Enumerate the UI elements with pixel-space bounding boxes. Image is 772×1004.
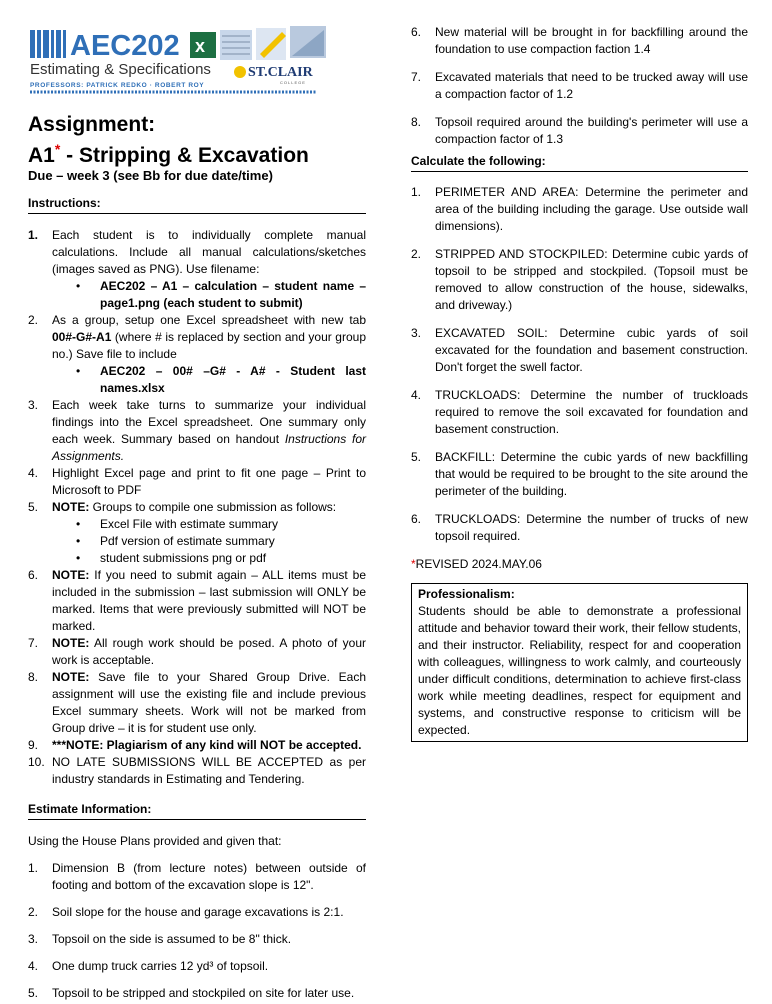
estimate-list-continued — [411, 24, 748, 148]
instruction-item — [28, 499, 366, 567]
item-text: Excavated materials that need to be trucked away will use a compaction factor of 1.2 — [435, 70, 748, 101]
item-text: Dimension B (from lecture notes) between outside of footing and bottom of the excavation slope is 12". — [52, 861, 366, 892]
item-number: 8. — [411, 115, 422, 129]
note-label: NOTE: — [52, 670, 90, 684]
filename-bullet: • AEC202 – 00# –G# - A# - Student last names.xlsx — [28, 363, 366, 397]
course-logo — [30, 24, 330, 102]
item-text: BACKFILL: Determine the cubic yards of new backfilling that would be required to be brought to the site around the perimeter of the building. — [435, 450, 748, 498]
item-number: 7. — [28, 636, 39, 650]
instruction-item — [28, 635, 366, 669]
calculate-item — [411, 511, 748, 545]
list-item: • Pdf version of estimate summary — [28, 533, 366, 550]
item-text: NO LATE SUBMISSIONS WILL BE ACCEPTED as per industry standards in Estimating and Tendering. — [52, 755, 366, 786]
title-line1: Assignment: — [28, 113, 156, 136]
title-code: A1 — [28, 144, 55, 167]
item-tab-name: 00#-G#-A1 — [52, 330, 112, 344]
item-number: 3. — [28, 932, 39, 946]
estimate-intro: Using the House Plans provided and given that: — [28, 834, 282, 848]
calculate-heading: Calculate the following: — [411, 153, 748, 172]
estimate-item — [28, 931, 366, 948]
note-label: NOTE: — [52, 500, 90, 514]
item-number: 2. — [28, 905, 39, 919]
logo-professors: PROFESSORS: PATRICK REDKO · ROBERT ROY — [30, 82, 205, 89]
calculate-item — [411, 184, 748, 235]
item-text: Topsoil on the side is assumed to be 8" thick. — [52, 932, 292, 946]
due-date: Due – week 3 (see Bb for due date/time) — [28, 168, 273, 183]
item-number: 2. — [28, 313, 39, 327]
item-text: Save file to your Shared Group Drive. Each assignment will use the existing file and include previous Excel summary sheets. Work will not be marked from Group drive – it is for student use only. — [52, 670, 366, 735]
item-text: Highlight Excel page and print to fit one page – Print to Microsoft to PDF — [52, 466, 366, 497]
item-number: 6. — [28, 568, 39, 582]
item-number: 7. — [411, 70, 422, 84]
item-text: TRUCKLOADS: Determine the number of truckloads required to remove the soil excavated for foundation and basement construction. — [435, 388, 748, 436]
item-text: TRUCKLOADS: Determine the number of trucks of new topsoil required. — [435, 512, 748, 543]
estimate-item — [28, 958, 366, 975]
item-number: 1. — [28, 228, 39, 242]
logo-graphic — [30, 24, 330, 102]
item-text: Each student is to individually complete manual calculations. Include all manual calculations/sketches (images saved as PNG). Use filename: — [52, 228, 366, 276]
list-item: • Excel File with estimate summary — [28, 516, 366, 533]
instruction-item — [28, 397, 366, 465]
item-text: (where # is replaced by section and your group no.) Save file to include — [52, 330, 366, 361]
right-column — [411, 24, 748, 742]
item-number: 10. — [28, 755, 45, 769]
professionalism-text: Students should be able to demonstrate a professional attitude and behavior toward their work, their fellow students, and their instructor. Reliability, respect for and cooperation with colleagues, willingness to work calmly, and courteously under difficult conditions, determination to achieve first-class work while meeting deadlines, respect for equipment and systems, and constructive response to criticism will be expected. — [418, 604, 741, 737]
item-number: 3. — [28, 398, 39, 412]
professionalism-box — [411, 583, 748, 742]
instruction-item — [28, 737, 366, 754]
item-number: 9. — [28, 738, 39, 752]
revision-note — [411, 556, 748, 573]
logo-college-sub: COLLEGE — [280, 80, 306, 85]
list-item: • student submissions png or pdf — [28, 550, 366, 567]
logo-subtitle: Estimating & Specifications — [30, 61, 211, 78]
svg-text:x: x — [195, 36, 206, 56]
instruction-item — [28, 669, 366, 737]
calculate-item — [411, 246, 748, 314]
instruction-item — [28, 465, 366, 499]
item-text: Topsoil to be stripped and stockpiled on site for later use. — [52, 986, 355, 1000]
logo-course-code: AEC202 — [70, 30, 180, 62]
plagiarism-note: ***NOTE: Plagiarism of any kind will NOT be accepted. — [52, 738, 362, 752]
item-number: 2. — [411, 247, 422, 261]
instruction-item — [28, 227, 366, 312]
item-number: 6. — [411, 512, 422, 526]
note-label: NOTE: — [52, 568, 90, 582]
revision-text: REVISED 2024.MAY.06 — [415, 557, 542, 571]
item-text: All rough work should be posed. A photo of your work is acceptable. — [52, 636, 366, 667]
revision-asterisk: * — [411, 557, 416, 571]
estimate-item — [411, 69, 748, 103]
instructions-heading: Instructions: — [28, 195, 366, 214]
estimate-list — [28, 860, 366, 1002]
title-name: - Stripping & Excavation — [60, 144, 309, 167]
calculate-item — [411, 387, 748, 438]
item-text: Groups to compile one submission as follows: — [89, 500, 337, 514]
estimate-item — [28, 860, 366, 894]
item-text: One dump truck carries 12 yd³ of topsoil. — [52, 959, 269, 973]
filename-bullet: • AEC202 – A1 – calculation – student name – page1.png (each student to submit) — [28, 278, 366, 312]
item-text: Soil slope for the house and garage excavations is 2:1. — [52, 905, 344, 919]
estimate-item — [28, 904, 366, 921]
estimate-item — [411, 24, 748, 58]
item-number: 1. — [28, 861, 39, 875]
calculate-item — [411, 325, 748, 376]
estimate-heading: Estimate Information: — [28, 801, 366, 820]
item-number: 4. — [28, 466, 39, 480]
item-number: 6. — [411, 25, 422, 39]
professionalism-heading: Professionalism: — [418, 587, 515, 601]
item-text: If you need to submit again – ALL items must be included in the submission – last submission will ONLY be marked. Items that were previously submitted will NOT be marked. — [52, 568, 366, 633]
item-text: Topsoil required around the building's perimeter will use a compaction factor of 1.3 — [435, 115, 748, 146]
instruction-item — [28, 754, 366, 788]
item-text: New material will be brought in for backfilling around the foundation to use compaction faction 1.4 — [435, 25, 748, 56]
item-text: STRIPPED AND STOCKPILED: Determine cubic yards of topsoil to be stripped and stockpiled. (Topsoil must be removed to allow construction of the house, sidewalks, and driveway.) — [435, 247, 748, 312]
estimate-item — [411, 114, 748, 148]
item-number: 4. — [411, 388, 422, 402]
item-text: EXCAVATED SOIL: Determine cubic yards of soil excavated for the foundation and basement construction. Don't forget the swell factor. — [435, 326, 748, 374]
instruction-item — [28, 312, 366, 397]
logo-college: ST.CLAIR — [248, 65, 313, 80]
estimate-item — [28, 985, 366, 1002]
item-number: 8. — [28, 670, 39, 684]
note-label: NOTE: — [52, 636, 90, 650]
calculate-list — [411, 184, 748, 545]
item-number: 3. — [411, 326, 422, 340]
item-text: Each week take turns to summarize your individual findings into the Excel spreadsheet. One summary only each week. Summary based on handout — [52, 398, 366, 446]
instruction-item — [28, 567, 366, 635]
title-asterisk: * — [54, 141, 61, 157]
page-title — [28, 112, 309, 168]
item-number: 5. — [28, 986, 39, 1000]
item-text: PERIMETER AND AREA: Determine the perimeter and area of the building including the garage. Use outside wall dimensions). — [435, 185, 748, 233]
item-number: 4. — [28, 959, 39, 973]
item-number: 1. — [411, 185, 422, 199]
item-doc-title: Instructions for Assignments. — [52, 432, 366, 463]
calculate-item — [411, 449, 748, 500]
instructions-list — [28, 227, 366, 788]
item-number: 5. — [411, 450, 422, 464]
left-column — [28, 195, 366, 1002]
item-number: 5. — [28, 500, 39, 514]
item-text: As a group, setup one Excel spreadsheet with new tab — [52, 313, 366, 327]
